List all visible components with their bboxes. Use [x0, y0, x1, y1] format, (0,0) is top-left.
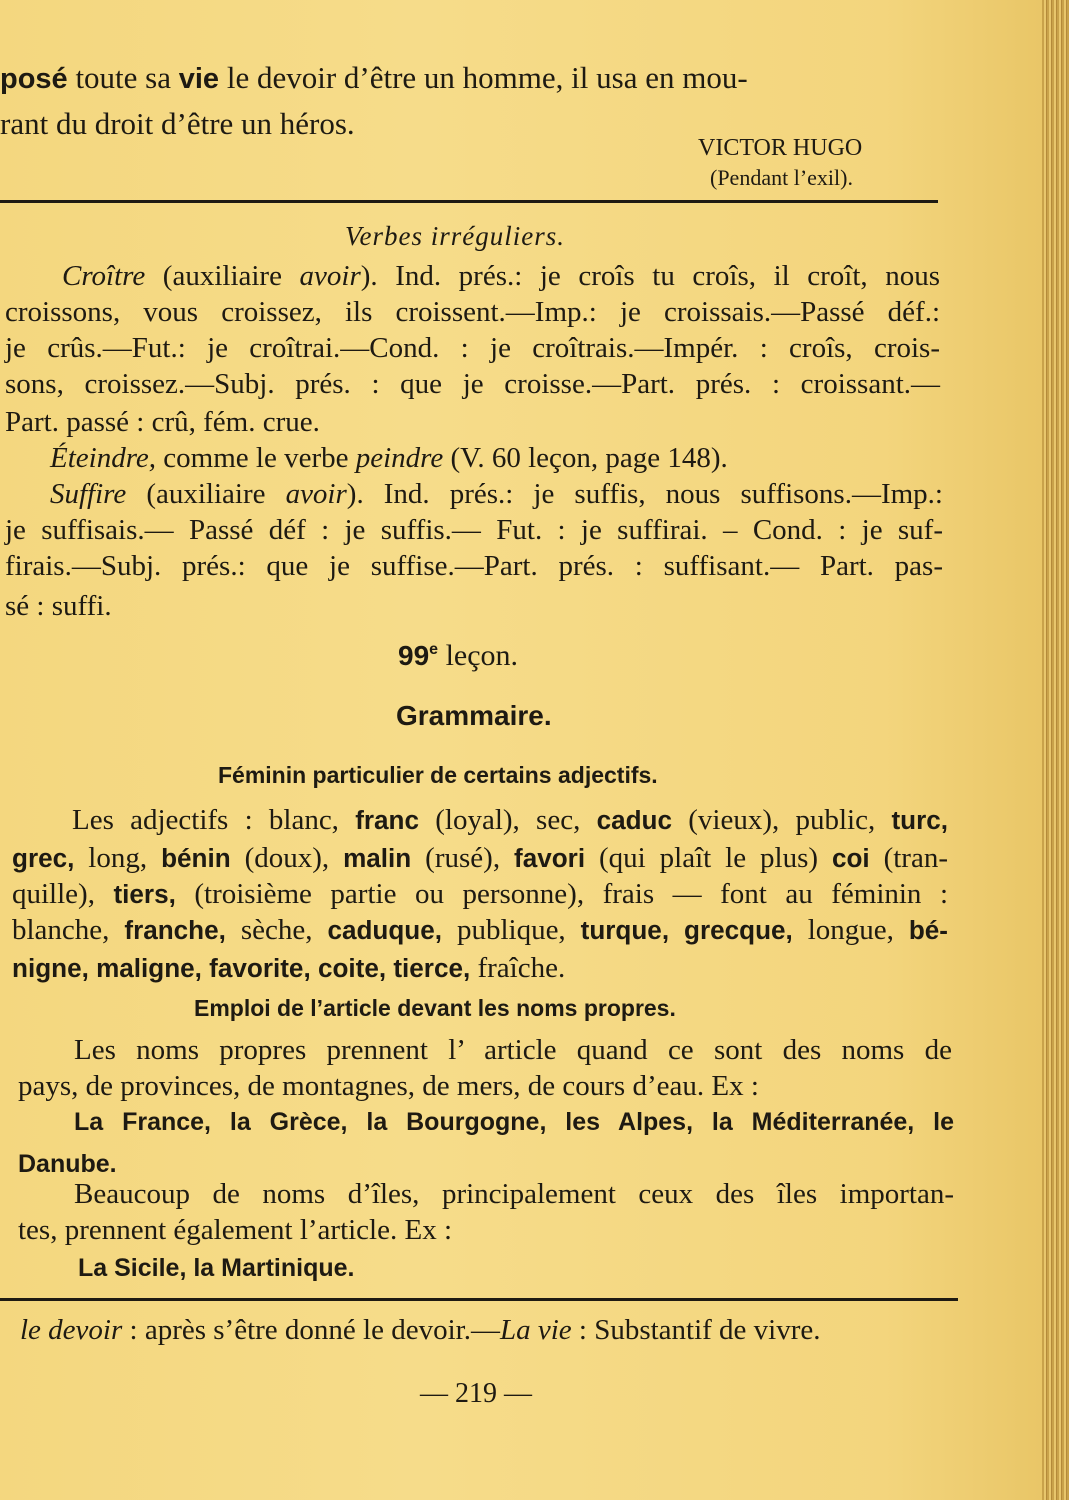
croitre-line-5: Part. passé : crû, fém. crue.	[5, 406, 320, 438]
suffire-line-3: firais.—Subj. prés.: que je suffise.—Part. prés. : suffisant.— Part. pas-	[5, 550, 943, 582]
article-line-4: tes, prennent également l’article. Ex :	[18, 1214, 453, 1246]
feminine-heading: Féminin particulier de certains adjectifs.	[218, 762, 658, 788]
grammar-heading: Grammaire.	[396, 700, 552, 731]
top-line-2: rant du droit d’être un héros.	[0, 106, 355, 141]
attribution-author: VICTOR HUGO	[698, 135, 863, 161]
article-heading: Emploi de l’article devant les noms propres.	[194, 995, 676, 1021]
article-example-1b: Danube.	[18, 1150, 117, 1178]
page-number: — 219 —	[420, 1378, 532, 1409]
feminine-line-3: quille), tiers, (troisième partie ou personne), frais — font au féminin :	[12, 878, 948, 910]
article-line-2: pays, de provinces, de montagnes, de mers, de cours d’eau. Ex :	[18, 1070, 759, 1102]
suffire-line-1: Suffire (auxiliaire avoir). Ind. prés.: je suffis, nous suffisons.—Imp.:	[50, 478, 943, 510]
attribution-work: (Pendant l’exil).	[710, 165, 853, 190]
croitre-line-2: croissons, vous croissez, ils croissent.—Imp.: je croissais.—Passé déf.:	[5, 296, 940, 328]
suffire-line-4: sé : suffi.	[5, 590, 112, 622]
feminine-line-2: grec, long, bénin (doux), malin (rusé), favori (qui plaît le plus) coi (tran-	[12, 842, 948, 874]
croitre-line-1: Croître (auxiliaire avoir). Ind. prés.: je croîs tu croîs, il croît, nous	[62, 260, 940, 292]
feminine-line-5: nigne, maligne, favorite, coite, tierce, fraîche.	[12, 952, 566, 984]
footnote: le devoir : après s’être donné le devoir.—La vie : Substantif de vivre.	[20, 1314, 821, 1346]
verbs-heading: Verbes irréguliers.	[345, 221, 565, 251]
article-line-3: Beaucoup de noms d’îles, principalement ceux des îles importan-	[74, 1178, 954, 1210]
article-example-1a: La France, la Grèce, la Bourgogne, les Alpes, la Méditerranée, le	[74, 1108, 954, 1136]
feminine-line-4: blanche, franche, sèche, caduque, publique, turque, grecque, longue, bé-	[12, 914, 948, 946]
suffire-line-2: je suffisais.— Passé déf : je suffis.— Fut. : je suffirai. – Cond. : je suf-	[5, 514, 943, 546]
top-divider	[0, 200, 938, 203]
article-example-2: La Sicile, la Martinique.	[78, 1254, 355, 1282]
croitre-line-4: sons, croissez.—Subj. prés. : que je croisse.—Part. prés. : croissant.—	[5, 368, 940, 400]
feminine-line-1: Les adjectifs : blanc, franc (loyal), sec, caduc (vieux), public, turc,	[72, 804, 948, 836]
eteindre-line: Éteindre, comme le verbe peindre (V. 60 leçon, page 148).	[50, 442, 728, 474]
article-line-1: Les noms propres prennent l’ article quand ce sont des noms de	[74, 1034, 952, 1066]
top-line-1: posé toute sa vie le devoir d’être un homme, il usa en mou-	[0, 60, 748, 95]
lesson-title: 99e leçon.	[398, 639, 519, 672]
page-edges	[1042, 0, 1069, 1500]
bottom-divider	[0, 1298, 958, 1301]
croitre-line-3: je crûs.—Fut.: je croîtrai.—Cond. : je croîtrais.—Impér. : croîs, crois-	[5, 332, 940, 364]
